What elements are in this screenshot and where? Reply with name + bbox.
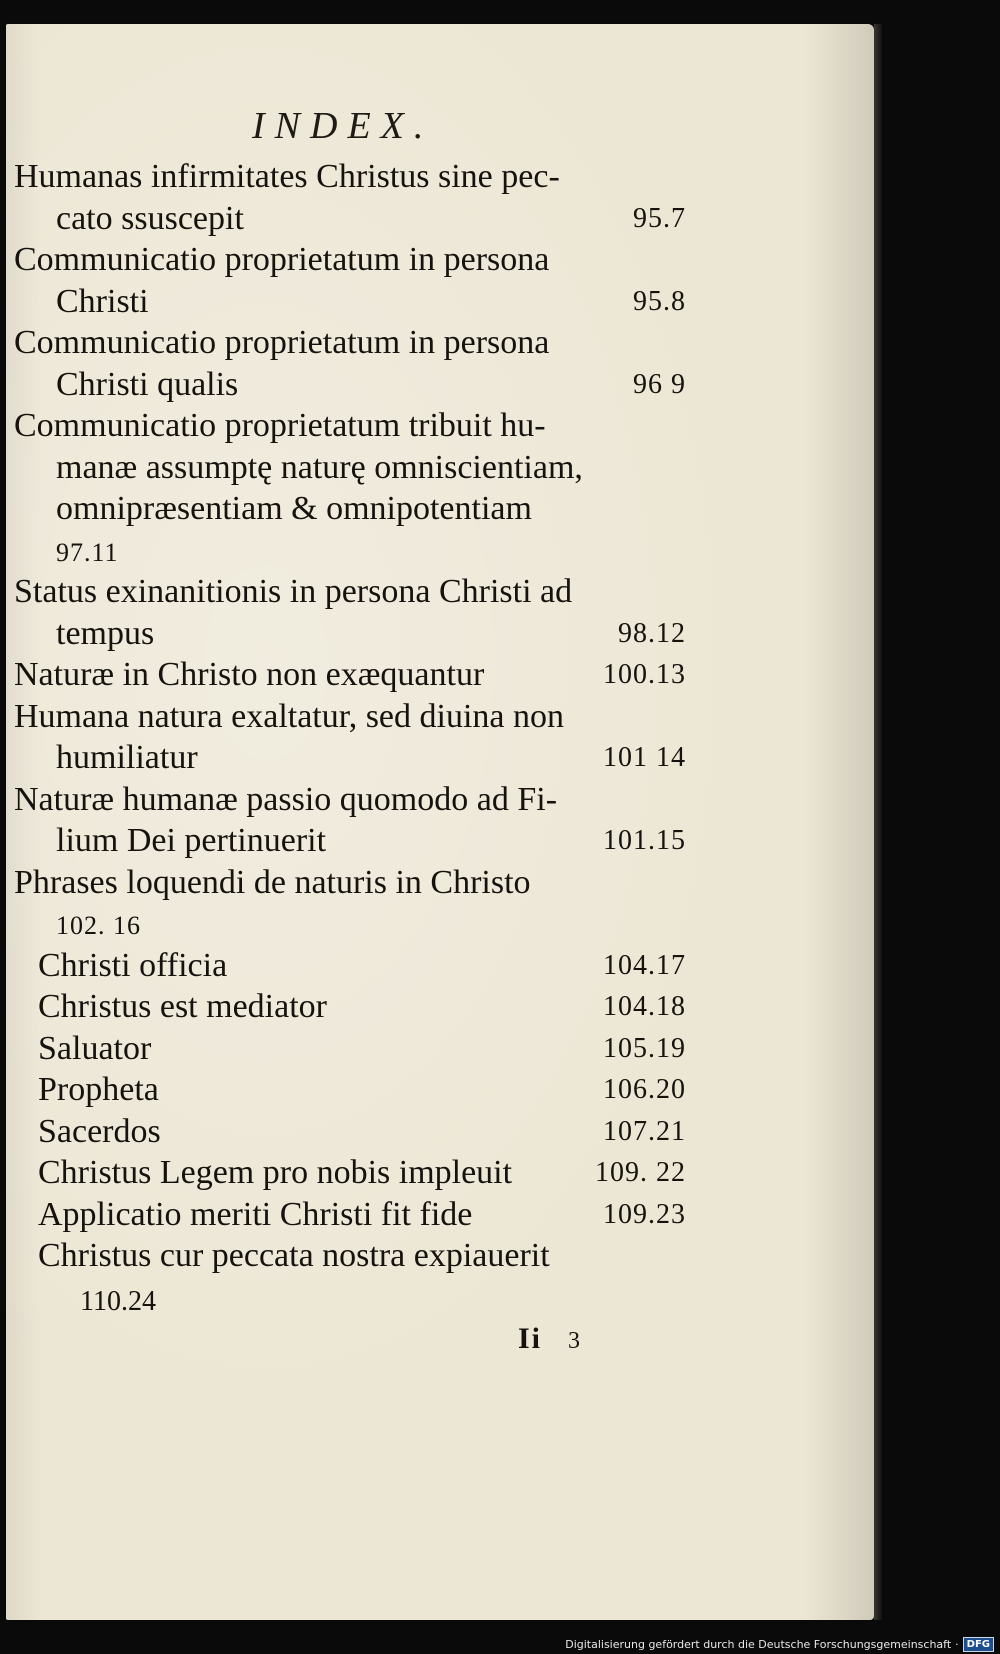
dfg-logo: DFG — [963, 1637, 994, 1652]
index-entry-text: Humana natura exaltatur, sed diuina non — [14, 697, 565, 735]
signature-number: 3 — [568, 1328, 583, 1354]
index-entry — [14, 654, 690, 696]
index-entry — [14, 1152, 690, 1194]
footer-credit-text: Digitalisierung gefördert durch die Deutsche Forschungsgemeinschaft — [565, 1638, 952, 1651]
index-entry-page-ref: 100.13 — [603, 659, 686, 690]
index-entry-page-ref: 96 9 — [633, 368, 686, 400]
index-entry-text: Christi officia — [38, 946, 228, 984]
index-entry — [14, 986, 690, 1028]
index-entry — [14, 571, 690, 613]
index-entry-text: tempus — [56, 614, 155, 652]
index-entry — [14, 198, 690, 240]
index-entry-text: Christus cur peccata nostra expiauerit — [38, 1237, 550, 1274]
index-entry — [14, 820, 690, 862]
index-entry-text: Humanas infirmitates Christus sine pec- — [14, 158, 560, 195]
index-entry — [14, 737, 690, 779]
index-entry-text: Christi — [56, 282, 149, 320]
footer-dash: · — [955, 1638, 959, 1651]
index-entry — [14, 281, 690, 323]
index-entry-text: Sacerdos — [38, 1112, 161, 1150]
index-entry-page-ref: 104.18 — [603, 991, 686, 1022]
catchword: 110.24 — [80, 1286, 156, 1317]
index-entry — [14, 696, 690, 738]
index-entry-page-ref: 95.8 — [633, 285, 686, 317]
index-entry — [14, 1235, 690, 1277]
index-entry-page-ref: 102. 16 — [56, 911, 141, 940]
index-entry — [14, 613, 690, 655]
index-entry-text: Christi qualis — [56, 365, 239, 403]
page-edge — [874, 24, 882, 1620]
index-entry-page-ref: 109. 22 — [595, 1157, 686, 1188]
index-entry — [14, 903, 690, 945]
signature-mark — [518, 1322, 582, 1356]
index-entry-text: humiliatur — [56, 739, 198, 776]
index-entry-page-ref: 97.11 — [56, 537, 119, 567]
index-entry-text: Applicatio meriti Christi fit fide — [38, 1195, 473, 1233]
index-entry — [14, 405, 690, 447]
index-entry-page-ref: 98.12 — [618, 617, 686, 649]
index-entry-text: Phrases loquendi de naturis in Christo — [14, 863, 531, 901]
index-entry — [14, 364, 690, 406]
index-entry — [14, 1194, 690, 1236]
index-entry — [14, 322, 690, 364]
index-entry-page-ref: 107.21 — [603, 1115, 686, 1147]
index-entry — [14, 530, 690, 572]
index-entry-page-ref: 105.19 — [603, 1032, 686, 1064]
index-entry — [14, 239, 690, 281]
index-entry-text: Propheta — [38, 1071, 159, 1108]
index-entry-text: Communicatio proprietatum in persona — [14, 241, 550, 278]
index-entry-page-ref: 101.15 — [603, 825, 686, 856]
index-entry-page-ref: 109.23 — [603, 1198, 686, 1230]
index-entry-text: Saluator — [38, 1029, 152, 1067]
index-entry-text: Christus est mediator — [38, 988, 327, 1025]
index-entry-page-ref: 95.7 — [633, 202, 686, 234]
index-entry-text: Christus Legem pro nobis impleuit — [38, 1154, 513, 1191]
index-entry-page-ref: 106.20 — [603, 1074, 686, 1105]
index-entry-text: omnipræsentiam & omnipotentiam — [56, 490, 532, 527]
index-entry — [14, 1028, 690, 1070]
index-entry — [14, 488, 690, 530]
index-entry — [14, 156, 690, 198]
index-entry-text: Communicatio proprietatum in persona — [14, 324, 550, 361]
index-entry-text: manæ assumptę naturę omniscientiam, — [56, 448, 583, 486]
signature-letters: Ii — [518, 1322, 543, 1355]
index-entry-text: Naturæ in Christo non exæquantur — [14, 656, 485, 693]
index-entry-page-ref: 104.17 — [603, 949, 686, 981]
footer-credit — [565, 1637, 994, 1652]
index-entry — [14, 945, 690, 987]
index-entry-text: cato ssuscepit — [56, 199, 244, 237]
index-list — [14, 156, 690, 1277]
index-entry — [14, 1111, 690, 1153]
index-entry — [14, 862, 690, 904]
index-entry — [14, 779, 690, 821]
index-entry — [14, 447, 690, 489]
index-entry-text: Naturæ humanæ passio quomodo ad Fi- — [14, 780, 558, 818]
index-entry-text: lium Dei pertinuerit — [56, 822, 327, 859]
index-entry-page-ref: 101 14 — [603, 742, 686, 773]
index-entry-text: Communicatio proprietatum tribuit hu- — [14, 407, 546, 444]
index-entry — [14, 1069, 690, 1111]
page-header: INDEX. — [252, 105, 434, 147]
index-entry-text: Status exinanitionis in persona Christi ad — [14, 573, 573, 610]
